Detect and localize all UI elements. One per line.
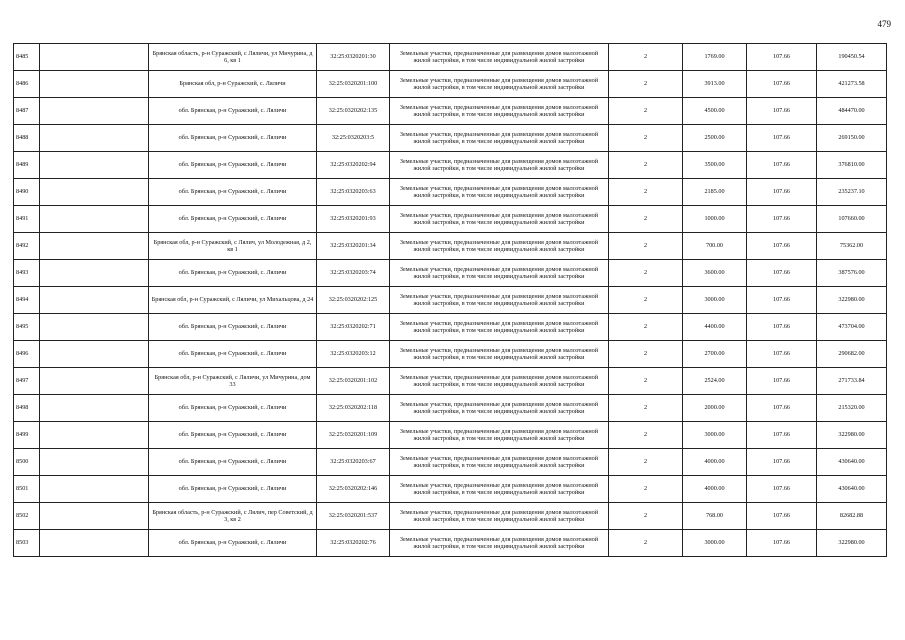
spacer-cell bbox=[40, 368, 149, 395]
address-cell: обл. Брянская, р-н Суражский, с. Ляличи bbox=[149, 341, 317, 368]
category-cell: 2 bbox=[609, 314, 683, 341]
row-number: 8498 bbox=[14, 395, 40, 422]
cadastral-number-cell: 32:25:0320202:76 bbox=[317, 530, 390, 557]
permitted-use-cell: Земельные участки, предназначенные для размещения домов малоэтажной жилой застройки, в том числе индивидуальной жилой застройки bbox=[390, 314, 609, 341]
category-cell: 2 bbox=[609, 44, 683, 71]
address-cell: обл. Брянская, р-н Суражский, с. Ляличи bbox=[149, 98, 317, 125]
address-cell: обл. Брянская, р-н Суражский, с. Ляличи bbox=[149, 314, 317, 341]
row-number: 8486 bbox=[14, 71, 40, 98]
cadastral-number-cell: 32:25:0320202:71 bbox=[317, 314, 390, 341]
area-cell: 1769.00 bbox=[683, 44, 747, 71]
row-number: 8500 bbox=[14, 449, 40, 476]
cadastral-cost-cell: 82682.88 bbox=[817, 503, 887, 530]
permitted-use-cell: Земельные участки, предназначенные для размещения домов малоэтажной жилой застройки, в том числе индивидуальной жилой застройки bbox=[390, 368, 609, 395]
table-body bbox=[14, 44, 887, 557]
category-cell: 2 bbox=[609, 152, 683, 179]
cadastral-number-cell: 32:25:0320202:125 bbox=[317, 287, 390, 314]
spacer-cell bbox=[40, 395, 149, 422]
cadastral-cost-cell: 190450.54 bbox=[817, 44, 887, 71]
table-row bbox=[14, 503, 887, 530]
area-cell: 2700.00 bbox=[683, 341, 747, 368]
permitted-use-cell: Земельные участки, предназначенные для размещения домов малоэтажной жилой застройки, в том числе индивидуальной жилой застройки bbox=[390, 260, 609, 287]
row-number: 8493 bbox=[14, 260, 40, 287]
area-cell: 1000.00 bbox=[683, 206, 747, 233]
permitted-use-cell: Земельные участки, предназначенные для размещения домов малоэтажной жилой застройки, в том числе индивидуальной жилой застройки bbox=[390, 233, 609, 260]
rate-cell: 107.66 bbox=[747, 395, 817, 422]
table-row bbox=[14, 233, 887, 260]
cadastral-number-cell: 32:25:0320203:67 bbox=[317, 449, 390, 476]
permitted-use-cell: Земельные участки, предназначенные для размещения домов малоэтажной жилой застройки, в том числе индивидуальной жилой застройки bbox=[390, 476, 609, 503]
spacer-cell bbox=[40, 449, 149, 476]
permitted-use-cell: Земельные участки, предназначенные для размещения домов малоэтажной жилой застройки, в том числе индивидуальной жилой застройки bbox=[390, 71, 609, 98]
permitted-use-cell: Земельные участки, предназначенные для размещения домов малоэтажной жилой застройки, в том числе индивидуальной жилой застройки bbox=[390, 503, 609, 530]
table-row bbox=[14, 476, 887, 503]
row-number: 8491 bbox=[14, 206, 40, 233]
rate-cell: 107.66 bbox=[747, 422, 817, 449]
rate-cell: 107.66 bbox=[747, 98, 817, 125]
cadastral-number-cell: 32:25:0320201:34 bbox=[317, 233, 390, 260]
category-cell: 2 bbox=[609, 476, 683, 503]
area-cell: 4000.00 bbox=[683, 476, 747, 503]
cadastral-number-cell: 32:25:0320203:5 bbox=[317, 125, 390, 152]
permitted-use-cell: Земельные участки, предназначенные для размещения домов малоэтажной жилой застройки, в том числе индивидуальной жилой застройки bbox=[390, 395, 609, 422]
cadastral-cost-cell: 75362.00 bbox=[817, 233, 887, 260]
spacer-cell bbox=[40, 314, 149, 341]
category-cell: 2 bbox=[609, 125, 683, 152]
row-number: 8502 bbox=[14, 503, 40, 530]
area-cell: 768.00 bbox=[683, 503, 747, 530]
permitted-use-cell: Земельные участки, предназначенные для размещения домов малоэтажной жилой застройки, в том числе индивидуальной жилой застройки bbox=[390, 422, 609, 449]
table-row bbox=[14, 449, 887, 476]
land-plot-table bbox=[13, 43, 887, 557]
rate-cell: 107.66 bbox=[747, 179, 817, 206]
category-cell: 2 bbox=[609, 503, 683, 530]
rate-cell: 107.66 bbox=[747, 125, 817, 152]
category-cell: 2 bbox=[609, 206, 683, 233]
category-cell: 2 bbox=[609, 449, 683, 476]
area-cell: 2500.00 bbox=[683, 125, 747, 152]
rate-cell: 107.66 bbox=[747, 503, 817, 530]
address-cell: обл. Брянская, р-н Суражский, с. Ляличи bbox=[149, 476, 317, 503]
rate-cell: 107.66 bbox=[747, 206, 817, 233]
rate-cell: 107.66 bbox=[747, 44, 817, 71]
permitted-use-cell: Земельные участки, предназначенные для размещения домов малоэтажной жилой застройки, в том числе индивидуальной жилой застройки bbox=[390, 287, 609, 314]
address-cell: обл. Брянская, р-н Суражский, с. Ляличи bbox=[149, 152, 317, 179]
category-cell: 2 bbox=[609, 395, 683, 422]
page-number: 479 bbox=[877, 19, 891, 29]
cadastral-number-cell: 32:25:0320203:63 bbox=[317, 179, 390, 206]
cadastral-number-cell: 32:25:0320201:100 bbox=[317, 71, 390, 98]
category-cell: 2 bbox=[609, 98, 683, 125]
cadastral-number-cell: 32:25:0320202:118 bbox=[317, 395, 390, 422]
table-row bbox=[14, 179, 887, 206]
table-row bbox=[14, 341, 887, 368]
spacer-cell bbox=[40, 152, 149, 179]
area-cell: 3000.00 bbox=[683, 287, 747, 314]
rate-cell: 107.66 bbox=[747, 260, 817, 287]
spacer-cell bbox=[40, 233, 149, 260]
spacer-cell bbox=[40, 476, 149, 503]
cadastral-number-cell: 32:25:0320203:12 bbox=[317, 341, 390, 368]
category-cell: 2 bbox=[609, 341, 683, 368]
permitted-use-cell: Земельные участки, предназначенные для размещения домов малоэтажной жилой застройки, в том числе индивидуальной жилой застройки bbox=[390, 530, 609, 557]
area-cell: 2185.00 bbox=[683, 179, 747, 206]
address-cell: Брянская обл, р-н Суражский, с. Ляличи bbox=[149, 71, 317, 98]
address-cell: Брянская область, р-н Суражский, с Ляличи, ул Мичурина, д 6, кв 1 bbox=[149, 44, 317, 71]
spacer-cell bbox=[40, 341, 149, 368]
cadastral-number-cell: 32:25:0320201:93 bbox=[317, 206, 390, 233]
address-cell: обл. Брянская, р-н Суражский, с. Ляличи bbox=[149, 179, 317, 206]
cadastral-cost-cell: 322980.00 bbox=[817, 287, 887, 314]
category-cell: 2 bbox=[609, 368, 683, 395]
area-cell: 4400.00 bbox=[683, 314, 747, 341]
area-cell: 700.00 bbox=[683, 233, 747, 260]
spacer-cell bbox=[40, 287, 149, 314]
area-cell: 4500.00 bbox=[683, 98, 747, 125]
row-number: 8494 bbox=[14, 287, 40, 314]
address-cell: Брянская обл, р-н Суражский, с Лялич, ул Молодежная, д 2, кв 1 bbox=[149, 233, 317, 260]
cadastral-cost-cell: 235237.10 bbox=[817, 179, 887, 206]
cadastral-cost-cell: 322980.00 bbox=[817, 422, 887, 449]
area-cell: 2524.00 bbox=[683, 368, 747, 395]
category-cell: 2 bbox=[609, 233, 683, 260]
address-cell: обл. Брянская, р-н Суражский, с. Ляличи bbox=[149, 530, 317, 557]
address-cell: обл. Брянская, р-н Суражский, с. Ляличи bbox=[149, 260, 317, 287]
cadastral-cost-cell: 290682.00 bbox=[817, 341, 887, 368]
row-number: 8485 bbox=[14, 44, 40, 71]
cadastral-number-cell: 32:25:0320202:135 bbox=[317, 98, 390, 125]
cadastral-number-cell: 32:25:0320201:109 bbox=[317, 422, 390, 449]
spacer-cell bbox=[40, 260, 149, 287]
permitted-use-cell: Земельные участки, предназначенные для размещения домов малоэтажной жилой застройки, в том числе индивидуальной жилой застройки bbox=[390, 44, 609, 71]
cadastral-cost-cell: 473704.00 bbox=[817, 314, 887, 341]
table-row bbox=[14, 44, 887, 71]
spacer-cell bbox=[40, 71, 149, 98]
category-cell: 2 bbox=[609, 530, 683, 557]
cadastral-cost-cell: 430640.00 bbox=[817, 476, 887, 503]
spacer-cell bbox=[40, 179, 149, 206]
category-cell: 2 bbox=[609, 422, 683, 449]
rate-cell: 107.66 bbox=[747, 368, 817, 395]
table-row bbox=[14, 314, 887, 341]
permitted-use-cell: Земельные участки, предназначенные для размещения домов малоэтажной жилой застройки, в том числе индивидуальной жилой застройки bbox=[390, 449, 609, 476]
address-cell: Брянская обл, р-н Суражский, с Ляличи, ул Михальцова, д 24 bbox=[149, 287, 317, 314]
area-cell: 3000.00 bbox=[683, 422, 747, 449]
rate-cell: 107.66 bbox=[747, 233, 817, 260]
cadastral-cost-cell: 421273.58 bbox=[817, 71, 887, 98]
area-cell: 4000.00 bbox=[683, 449, 747, 476]
row-number: 8488 bbox=[14, 125, 40, 152]
address-cell: Брянская область, р-н Суражский, с Лялич, пер Советский, д 3, кв 2 bbox=[149, 503, 317, 530]
area-cell: 3500.00 bbox=[683, 152, 747, 179]
cadastral-number-cell: 32:25:0320202:146 bbox=[317, 476, 390, 503]
table-row bbox=[14, 368, 887, 395]
rate-cell: 107.66 bbox=[747, 341, 817, 368]
rate-cell: 107.66 bbox=[747, 476, 817, 503]
row-number: 8501 bbox=[14, 476, 40, 503]
address-cell: обл. Брянская, р-н Суражский, с. Ляличи bbox=[149, 422, 317, 449]
table-row bbox=[14, 287, 887, 314]
address-cell: Брянская обл, р-н Суражский, с Ляличи, ул Мичурина, дом 33 bbox=[149, 368, 317, 395]
spacer-cell bbox=[40, 44, 149, 71]
spacer-cell bbox=[40, 206, 149, 233]
cadastral-number-cell: 32:25:0320201:30 bbox=[317, 44, 390, 71]
table-row bbox=[14, 98, 887, 125]
table-row bbox=[14, 395, 887, 422]
cadastral-number-cell: 32:25:0320201:537 bbox=[317, 503, 390, 530]
rate-cell: 107.66 bbox=[747, 71, 817, 98]
row-number: 8503 bbox=[14, 530, 40, 557]
area-cell: 3913.00 bbox=[683, 71, 747, 98]
row-number: 8497 bbox=[14, 368, 40, 395]
rate-cell: 107.66 bbox=[747, 314, 817, 341]
rate-cell: 107.66 bbox=[747, 152, 817, 179]
address-cell: обл. Брянская, р-н Суражский, с. Ляличи bbox=[149, 125, 317, 152]
table-row bbox=[14, 422, 887, 449]
spacer-cell bbox=[40, 98, 149, 125]
table-row bbox=[14, 125, 887, 152]
spacer-cell bbox=[40, 422, 149, 449]
table-row bbox=[14, 206, 887, 233]
row-number: 8495 bbox=[14, 314, 40, 341]
cadastral-cost-cell: 271733.84 bbox=[817, 368, 887, 395]
table-row bbox=[14, 71, 887, 98]
permitted-use-cell: Земельные участки, предназначенные для размещения домов малоэтажной жилой застройки, в том числе индивидуальной жилой застройки bbox=[390, 179, 609, 206]
cadastral-cost-cell: 387576.00 bbox=[817, 260, 887, 287]
permitted-use-cell: Земельные участки, предназначенные для размещения домов малоэтажной жилой застройки, в том числе индивидуальной жилой застройки bbox=[390, 206, 609, 233]
category-cell: 2 bbox=[609, 260, 683, 287]
address-cell: обл. Брянская, р-н Суражский, с. Ляличи bbox=[149, 206, 317, 233]
category-cell: 2 bbox=[609, 71, 683, 98]
table-row bbox=[14, 260, 887, 287]
rate-cell: 107.66 bbox=[747, 449, 817, 476]
row-number: 8492 bbox=[14, 233, 40, 260]
row-number: 8496 bbox=[14, 341, 40, 368]
rate-cell: 107.66 bbox=[747, 287, 817, 314]
cadastral-cost-cell: 107660.00 bbox=[817, 206, 887, 233]
cadastral-cost-cell: 430640.00 bbox=[817, 449, 887, 476]
address-cell: обл. Брянская, р-н Суражский, с. Ляличи bbox=[149, 449, 317, 476]
spacer-cell bbox=[40, 530, 149, 557]
spacer-cell bbox=[40, 125, 149, 152]
cadastral-number-cell: 32:25:0320203:74 bbox=[317, 260, 390, 287]
table-row bbox=[14, 530, 887, 557]
category-cell: 2 bbox=[609, 287, 683, 314]
address-cell: обл. Брянская, р-н Суражский, с. Ляличи bbox=[149, 395, 317, 422]
table-row bbox=[14, 152, 887, 179]
cadastral-number-cell: 32:25:0320202:94 bbox=[317, 152, 390, 179]
cadastral-cost-cell: 269150.00 bbox=[817, 125, 887, 152]
area-cell: 3600.00 bbox=[683, 260, 747, 287]
cadastral-number-cell: 32:25:0320201:102 bbox=[317, 368, 390, 395]
spacer-cell bbox=[40, 503, 149, 530]
row-number: 8489 bbox=[14, 152, 40, 179]
cadastral-cost-cell: 484470.00 bbox=[817, 98, 887, 125]
area-cell: 2000.00 bbox=[683, 395, 747, 422]
permitted-use-cell: Земельные участки, предназначенные для размещения домов малоэтажной жилой застройки, в том числе индивидуальной жилой застройки bbox=[390, 152, 609, 179]
row-number: 8487 bbox=[14, 98, 40, 125]
row-number: 8499 bbox=[14, 422, 40, 449]
cadastral-cost-cell: 322980.00 bbox=[817, 530, 887, 557]
area-cell: 3000.00 bbox=[683, 530, 747, 557]
row-number: 8490 bbox=[14, 179, 40, 206]
cadastral-cost-cell: 376810.00 bbox=[817, 152, 887, 179]
permitted-use-cell: Земельные участки, предназначенные для размещения домов малоэтажной жилой застройки, в том числе индивидуальной жилой застройки bbox=[390, 98, 609, 125]
category-cell: 2 bbox=[609, 179, 683, 206]
permitted-use-cell: Земельные участки, предназначенные для размещения домов малоэтажной жилой застройки, в том числе индивидуальной жилой застройки bbox=[390, 125, 609, 152]
permitted-use-cell: Земельные участки, предназначенные для размещения домов малоэтажной жилой застройки, в том числе индивидуальной жилой застройки bbox=[390, 341, 609, 368]
cadastral-cost-cell: 215320.00 bbox=[817, 395, 887, 422]
rate-cell: 107.66 bbox=[747, 530, 817, 557]
